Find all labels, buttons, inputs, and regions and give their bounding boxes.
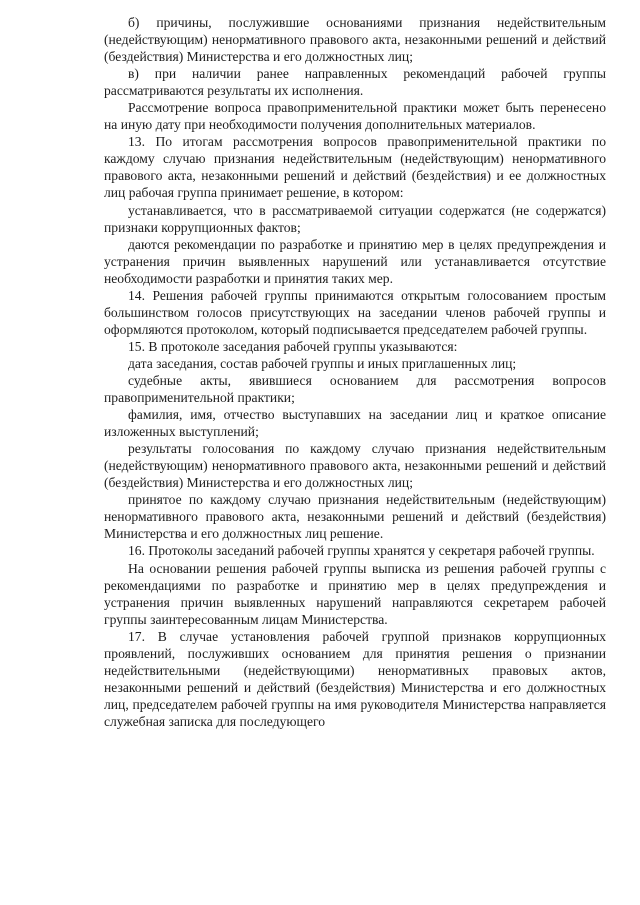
paragraph-17-memo: 17. В случае установления рабочей группой признаков коррупционных проявлений, послуживших основанием для принятия решения о признании недействительными (недействующими) ненормативных правовых актов, незаконными решений и действий (бездействия) Министерства и его должностных лиц, председателем рабочей группы на имя руководителя Министерства направляется служебная записка для последующего [104, 628, 606, 729]
paragraph-16-storage: 16. Протоколы заседаний рабочей группы хранятся у секретаря рабочей группы. [128, 543, 595, 559]
paragraph-13-decision: 13. По итогам рассмотрения вопросов правоприменительной практики по каждому случаю признания недействительным (недействующим) ненормативного правового акта, незаконными решений и действий (бездействия) и ее должностных лиц рабочая группа принимает решение, в котором: [104, 134, 606, 201]
paragraph-14-voting: 14. Решения рабочей группы принимаются открытым голосованием простым большинством голосов присутствующих на заседании членов рабочей группы и оформляются протоколом, который подписывается председателем рабочей группы. [104, 287, 606, 337]
paragraph-voting-results: результаты голосования по каждому случаю признания недействительным (недействующим) ненормативного правового акта, незаконными решений и действий (бездействия) Министерства и его должностных лиц; [104, 441, 606, 491]
paragraph-meeting-date: дата заседания, состав рабочей группы и иных приглашенных лиц; [128, 355, 517, 371]
paragraph-decision-taken: принятое по каждому случаю признания недействительным (недействующим) ненормативного правового акта, незаконными решений и действий (бездействия) Министерства и его должностных лиц решение. [104, 492, 606, 542]
paragraph-item-v-recommendations: в) при наличии ранее направленных рекомендаций рабочей группы рассматриваются результаты их исполнения. [104, 66, 606, 99]
paragraph-corruption-signs: устанавливается, что в рассматриваемой ситуации содержатся (не содержатся) признаки коррупционных фактов; [104, 202, 606, 235]
paragraph-court-acts: судебные акты, явившиеся основанием для рассмотрения вопросов правоприменительной практики; [104, 372, 606, 406]
paragraph-postponement: Рассмотрение вопроса правоприменительной практики может быть перенесено на иную дату при необходимости получения дополнительных материалов. [104, 100, 606, 133]
paragraph-recommendations: даются рекомендации по разработке и принятию мер в целях предупреждения и устранения причин выявленных нарушений или устанавливается отсутствие необходимости разработки и принятия таких мер. [104, 236, 606, 286]
paragraph-15-protocol: 15. В протоколе заседания рабочей группы указываются: [128, 338, 458, 354]
document-page [104, 14, 606, 730]
paragraph-item-b-reasons: б) причины, послужившие основаниями признания недействительным (недействующим) ненормативного правового акта, незаконными решений и действий (бездействия) Министерства и его должностных лиц; [104, 15, 606, 65]
paragraph-extract: На основании решения рабочей группы выписка из решения рабочей группы с рекомендациями по разработке и принятию мер в целях предупреждения и устранения причин выявленных нарушений направляются секретарем рабочей группы заинтересованным лицам Министерства. [104, 560, 606, 627]
paragraph-speakers: фамилия, имя, отчество выступавших на заседании лиц и краткое описание изложенных выступлений; [104, 407, 606, 440]
